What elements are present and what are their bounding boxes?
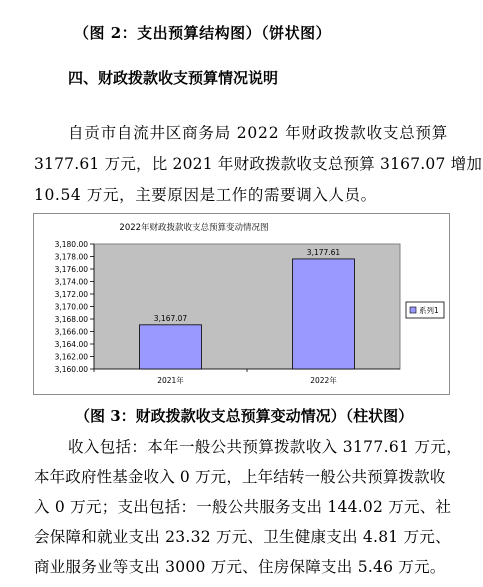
y-tick-label: 3,162.00 (54, 352, 88, 362)
figure-caption-top: （图 2：支出预算结构图）（饼状图） (74, 24, 332, 42)
y-tick-label: 3,166.00 (54, 327, 88, 337)
bar (293, 259, 355, 369)
paragraph-line: 10.54 万元，主要原因是工作的需要调入人员。 (34, 186, 377, 204)
paragraph-line: 收入包括：本年一般公共预算拨款收入 3177.61 万元， (68, 438, 463, 456)
bar (140, 325, 202, 369)
y-tick-label: 3,178.00 (54, 252, 88, 262)
paragraph-line: 商业服务业等支出 3000 万元、住房保障支出 5.46 万元。 (34, 558, 446, 576)
paragraph-line: 本年政府性基金收入 0 万元，上年结转一般公共预算拨款收 (34, 468, 446, 486)
y-tick-label: 3,172.00 (54, 290, 88, 299)
y-tick-label: 3,164.00 (54, 340, 88, 349)
y-tick-label: 3,174.00 (54, 277, 88, 287)
legend-swatch (410, 307, 416, 313)
x-tick-label: 2022年 (310, 376, 337, 385)
legend-label: 系列1 (419, 306, 439, 315)
data-label: 3,167.07 (153, 313, 188, 323)
section-heading: 四、财政拨款收支预算情况说明 (68, 69, 279, 87)
paragraph-line: 3177.61 万元，比 2021 年财政拨款收支总预算 3167.07 增加 (34, 155, 483, 173)
chart-canvas (34, 214, 449, 394)
chart-title: 2022年财政拨款收支总预算变动情况图 (119, 223, 269, 233)
y-tick-label: 3,160.00 (54, 365, 88, 374)
paragraph-line: 会保障和就业支出 23.32 万元、卫生健康支出 4.81 万元、 (34, 528, 451, 546)
y-tick-label: 3,170.00 (54, 302, 88, 312)
figure-caption-bottom: （图 3：财政拨款收支总预算变动情况）（柱状图） (75, 407, 414, 425)
budget-change-chart (33, 213, 450, 395)
y-tick-label: 3,176.00 (54, 265, 88, 274)
y-tick-label: 3,168.00 (54, 315, 88, 324)
x-tick-label: 2021年 (157, 376, 184, 385)
data-label: 3,177.61 (306, 247, 341, 257)
paragraph-line: 入 0 万元；支出包括：一般公共服务支出 144.02 万元、社 (34, 498, 452, 516)
paragraph-line: 自贡市自流井区商务局 2022 年财政拨款收支总预算 (68, 124, 449, 142)
y-tick-label: 3,180.00 (54, 240, 88, 249)
